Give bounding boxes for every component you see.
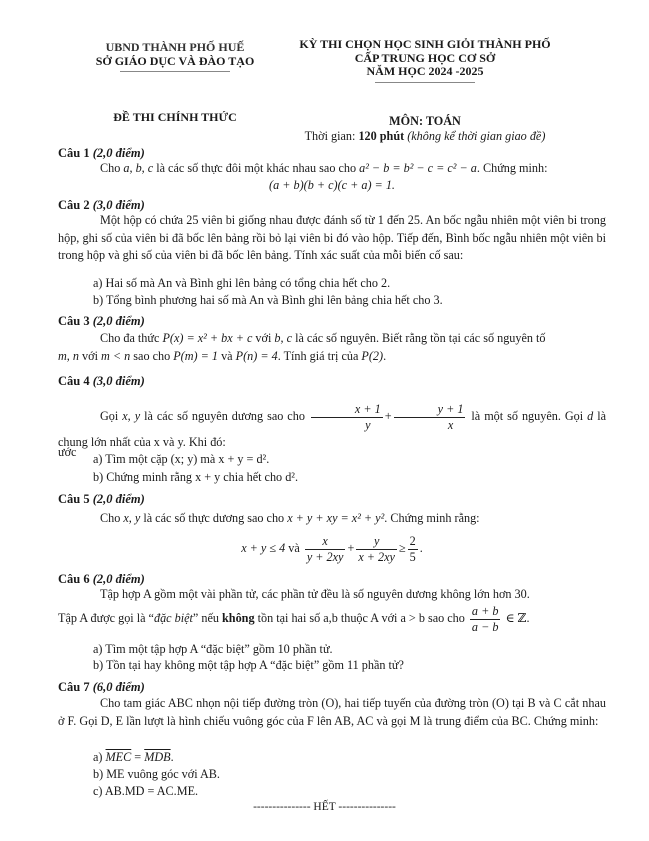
official-exam-label: ĐỀ THI CHÍNH THỨC [113, 110, 237, 124]
q3-text: và [218, 349, 236, 363]
question-2-body: Một hộp có chứa 25 viên bi giống nhau được đánh số từ 1 đến 25. An bốc ngẫu nhiên một viên bi trong hộp, ghi số của viên bi đã bốc lên bảng rồi bỏ lại viên bi đó vào hộp. Tiếp đến, Bình bốc ngẫu nhiên một viên bi trong hộp và ghi số của viên bi đã bốc lên bảng. Tính xác suất của mỗi biến cố sau: [58, 213, 606, 262]
q6-part-b: b) Tồn tại hay không một tập hợp A “đặc biệt” gồm 11 phần tử? [93, 658, 404, 672]
q6-frac-numerator: a + b [471, 603, 499, 618]
q7-angle-mdb: $\overline{MDB}$ [144, 750, 171, 764]
q7-part-b: b) ME vuông góc với AB. [93, 767, 220, 781]
q7-points: (6,0 điểm) [92, 680, 145, 694]
q6-part-a: a) Tìm một tập hợp A “đặc biệt” gồm 10 phần tử. [93, 642, 333, 656]
subject-block [250, 114, 600, 144]
q5-end: . [419, 541, 423, 555]
q4-frac1-denominator: y [365, 417, 371, 432]
subject-label: MÔN: TOÁN [389, 114, 461, 128]
q4-label: Câu 4 [58, 374, 90, 388]
q6-special: đặc biệt [153, 611, 193, 625]
q6-text: ” nếu [192, 611, 223, 625]
q6-text: tồn tại hai số a,b thuộc A với a > b sao cho [254, 611, 468, 625]
q5-and: và [285, 541, 303, 555]
q5-equation: x + y + xy = x² + y² [287, 511, 385, 525]
q3-text: với [79, 349, 102, 363]
q3-vars: b, c [274, 331, 293, 345]
q5-text: Cho [100, 511, 124, 525]
issuer-block [70, 40, 280, 72]
question-4-line-2: chung lớn nhất của x và y. Khi đó: [58, 435, 226, 449]
q6-khong: không [222, 611, 255, 625]
q1-result: (a + b)(b + c)(c + a) = 1. [269, 178, 395, 192]
q5-label: Câu 5 [58, 492, 90, 506]
exam-title-line-2: CẤP TRUNG HỌC CƠ SỞ [354, 50, 496, 65]
q5-plus: + [347, 541, 355, 555]
q3-text: sao cho [130, 349, 174, 363]
q3-label: Câu 3 [58, 314, 90, 328]
q4-part-b: b) Chứng minh rằng x + y chia hết cho d². [93, 470, 298, 484]
q3-text: là các số nguyên. Biết rằng tồn tại các số nguyên tố [292, 331, 546, 345]
q6-text: ∈ ℤ. [502, 611, 530, 625]
question-6-title [58, 572, 145, 587]
q5-frac1-numerator: x [305, 534, 346, 550]
question-3-title [58, 314, 145, 329]
q1-points: (2,0 điểm) [92, 146, 145, 160]
time-line [250, 129, 600, 144]
q6-label: Câu 6 [58, 572, 90, 586]
q1-label: Câu 1 [58, 146, 90, 160]
q5-text: là các số thực dương sao cho [140, 511, 288, 525]
q2-part-a: a) Hai số mà An và Bình ghi lên bảng có tổng chia hết cho 2. [93, 276, 391, 290]
question-7-body: Cho tam giác ABC nhọn nội tiếp đường tròn (O), hai tiếp tuyến của đường tròn (O) tại B và C cắt nhau ở F. Gọi D, E lần lượt là hình chiếu vuông góc của F lên AB, AC và gọi M là trung điểm của BC. Chứng minh: [58, 696, 606, 728]
exam-title-block [250, 38, 600, 83]
question-7-title [58, 680, 145, 695]
q6-text: Tập A được gọi là “ [58, 611, 154, 625]
q5-fraction-1 [305, 534, 346, 565]
q3-text: . [383, 349, 387, 363]
q5-fraction-2 [356, 534, 397, 565]
question-4-title [58, 374, 145, 389]
q5-frac2-numerator: y [356, 534, 397, 550]
q3-pn: P(n) = 4 [235, 349, 278, 363]
q6-frac-denominator: a − b [471, 619, 499, 634]
q7-angle-mec: $\overline{MEC}$ [105, 750, 132, 764]
q4-frac1-numerator: x + 1 [311, 402, 383, 418]
q3-mn: m, n [58, 349, 79, 363]
question-2-title [58, 198, 145, 213]
q4-fraction-1 [311, 402, 383, 433]
q5-frac3-denominator: 5 [409, 549, 416, 564]
q6-fraction [470, 604, 501, 635]
q1-text: . Chứng minh: [476, 161, 548, 175]
q2-label: Câu 2 [58, 198, 90, 212]
q5-vars: x, y [123, 511, 141, 525]
q5-frac3-numerator: 2 [409, 533, 416, 548]
q1-text: Cho [100, 161, 124, 175]
q3-polynomial: P(x) = x² + bx + c [162, 331, 253, 345]
time-prefix: Thời gian: [304, 129, 359, 143]
issuer-underline [120, 71, 230, 72]
q5-points: (2,0 điểm) [92, 492, 145, 506]
question-1-body [58, 160, 606, 178]
question-3-line-2 [58, 348, 606, 366]
q1-text: là các số thực đôi một khác nhau sao cho [153, 161, 360, 175]
q3-pm: P(m) = 1 [173, 349, 219, 363]
q4-part-a: a) Tìm một cặp (x; y) mà x + y = d². [93, 452, 270, 466]
q4-frac2-numerator: y + 1 [394, 402, 466, 418]
q7-a-label: a) [93, 750, 106, 764]
q4-fraction-2 [394, 402, 466, 433]
q3-text: Cho đa thức [100, 331, 163, 345]
q3-points: (2,0 điểm) [92, 314, 145, 328]
time-value: 120 phút [358, 129, 405, 143]
exam-title-line-3: NĂM HỌC 2024 -2025 [366, 64, 484, 78]
q4-frac2-denominator: x [447, 417, 454, 432]
question-6-line-2 [58, 600, 606, 636]
q3-p2: P(2) [361, 349, 384, 363]
q7-part-c: c) AB.MD = AC.ME. [93, 784, 199, 798]
issuer-line-2: SỞ GIÁO DỤC VÀ ĐÀO TẠO [95, 54, 255, 68]
q7-part-a [93, 749, 174, 767]
end-marker: --------------- HẾT --------------- [253, 801, 396, 813]
q4-text: là ước [58, 409, 607, 459]
question-3-line-1 [58, 330, 606, 348]
question-5-title [58, 492, 145, 507]
q4-text: là một số nguyên. Gọi [467, 409, 588, 423]
q5-text: . Chứng minh rằng: [384, 511, 480, 525]
q5-fraction-3 [408, 534, 418, 565]
q4-text: Gọi [100, 409, 123, 423]
question-6-line-1: Tập hợp A gồm một vài phần tử, các phần tử đều là số nguyên dương không lớn hơn 30. [100, 587, 530, 601]
q4-plus: + [384, 409, 392, 423]
q5-inequalities [58, 530, 606, 566]
q3-text: với [252, 331, 275, 345]
q7-equals: = [131, 750, 145, 764]
q3-text: . Tính giá trị của [277, 349, 362, 363]
q5-frac2-denominator: x + 2xy [358, 549, 395, 564]
q4-points: (3,0 điểm) [92, 374, 145, 388]
question-5-line-1 [58, 510, 606, 528]
q7-label: Câu 7 [58, 680, 90, 694]
q6-points: (2,0 điểm) [92, 572, 145, 586]
q1-vars: a, b, c [123, 161, 154, 175]
q5-frac1-denominator: y + 2xy [306, 549, 344, 564]
q2-points: (3,0 điểm) [92, 198, 145, 212]
question-1-title [58, 146, 145, 161]
time-note: (không kể thời gian giao đề) [404, 129, 546, 143]
q5-inequality-1: x + y ≤ 4 [241, 541, 286, 555]
q2-part-b: b) Tổng bình phương hai số mà An và Bình ghi lên bảng chia hết cho 3. [93, 293, 443, 307]
issuer-line-1: UBND THÀNH PHỐ HUẾ [105, 40, 245, 54]
exam-title-underline [375, 82, 475, 83]
q3-condition: m < n [101, 349, 131, 363]
q4-text: là các số nguyên dương sao cho [140, 409, 309, 423]
q1-equation: a² − b = b² − c = c² − a [359, 161, 477, 175]
exam-title-line-1: KỲ THI CHỌN HỌC SINH GIỎI THÀNH PHỐ [299, 37, 551, 51]
q5-geq: ≥ [398, 541, 406, 555]
q4-vars: x, y [122, 409, 141, 423]
q4-d: d [587, 409, 594, 423]
q7-end: . [170, 750, 174, 764]
